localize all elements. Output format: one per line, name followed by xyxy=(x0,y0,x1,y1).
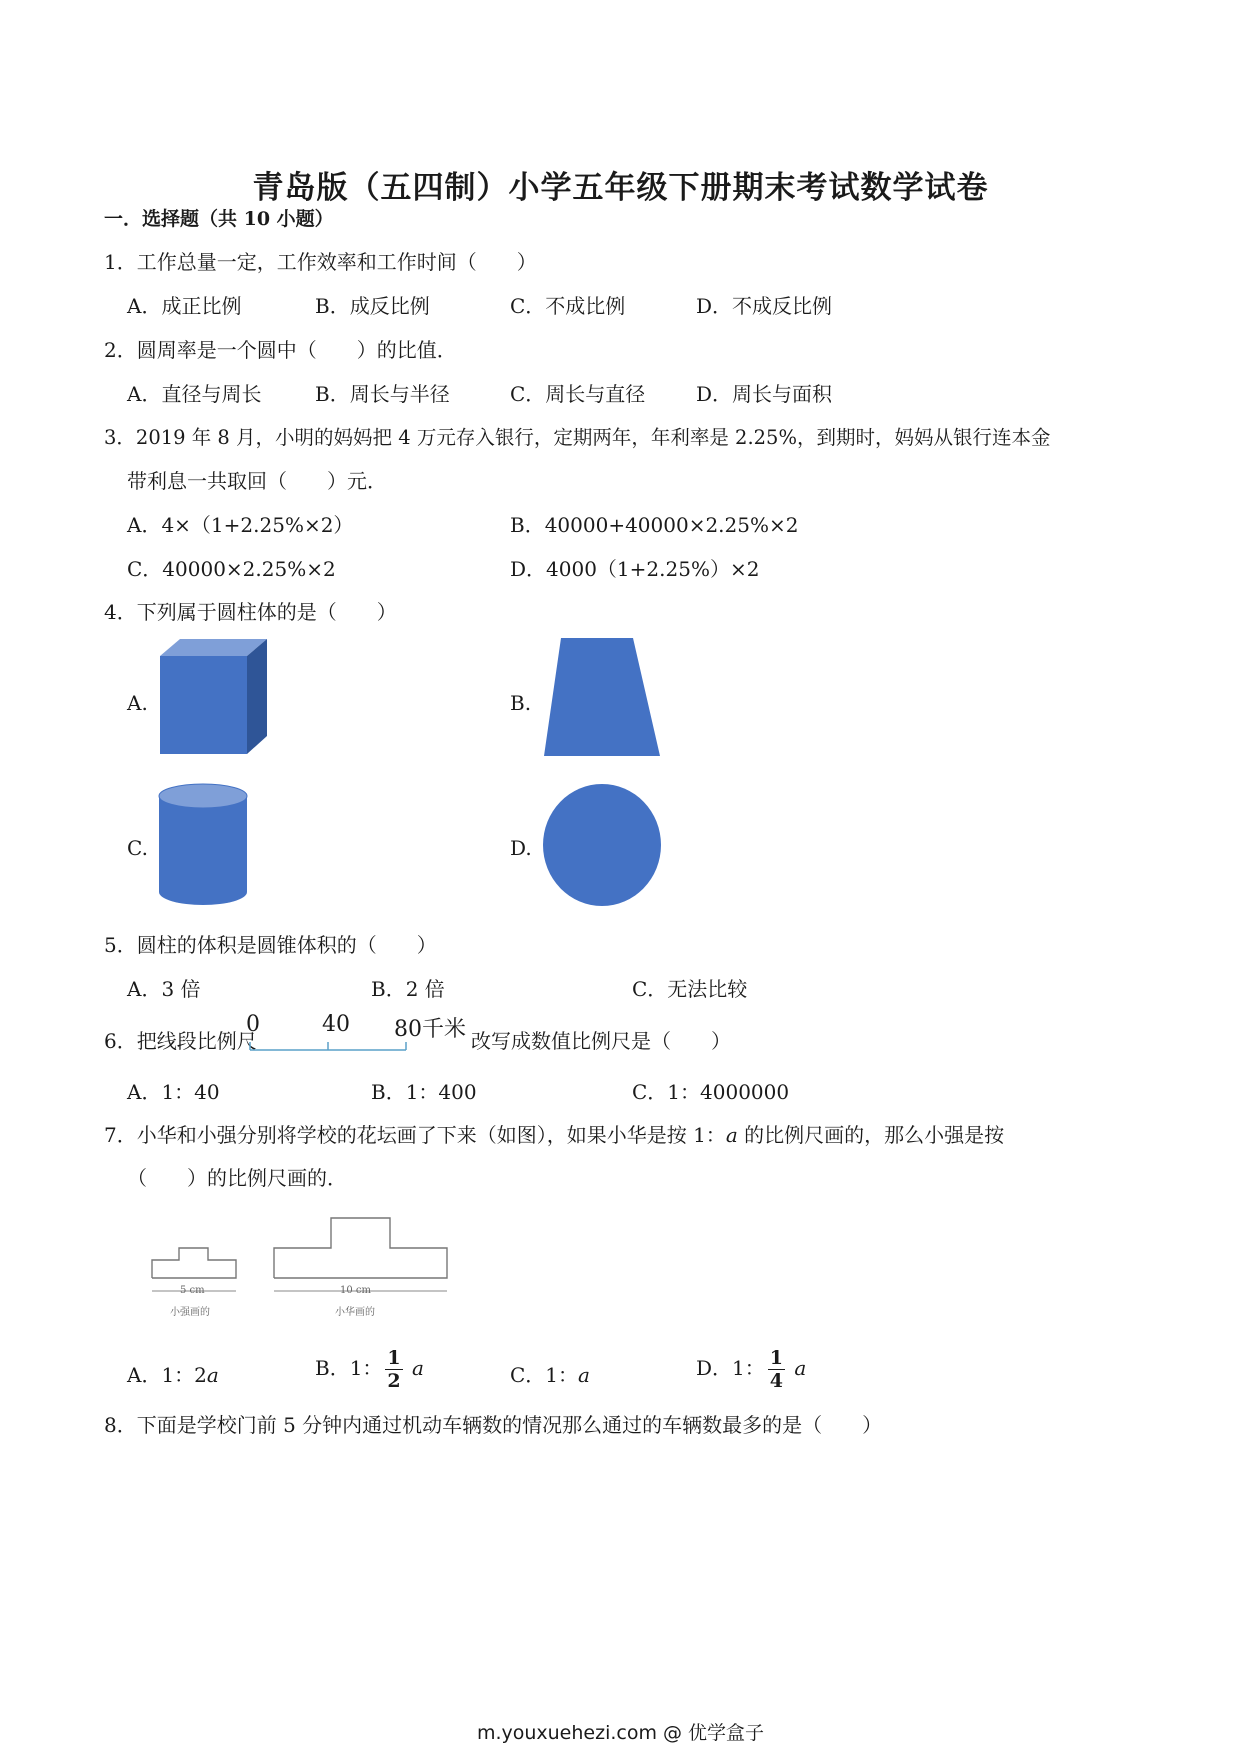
q1-option-a[interactable]: A．成正比例 xyxy=(127,294,242,318)
question-7-line2: （ ）的比例尺画的． xyxy=(127,1166,347,1190)
q1-option-d[interactable]: D．不成反比例 xyxy=(696,294,833,318)
q4-option-c[interactable]: C. xyxy=(127,836,148,860)
right-figure-label: 小华画的 xyxy=(335,1307,375,1318)
q4-option-a[interactable]: A. xyxy=(127,691,148,715)
cylinder-shape xyxy=(155,782,251,908)
cube-shape xyxy=(155,636,275,760)
question-4: 4．下列属于圆柱体的是（ ） xyxy=(104,600,397,624)
scale-bar xyxy=(248,1038,410,1054)
question-7-line1: 7．小华和小强分别将学校的花坛画了下来（如图），如果小华是按 1：a 的比例尺画的，那么小强是按 xyxy=(104,1123,1005,1147)
right-figure-dimension: 10 cm xyxy=(340,1285,371,1296)
q1-option-b[interactable]: B．成反比例 xyxy=(315,294,430,318)
q3-option-d[interactable]: D．4000（1+2.25%）×2 xyxy=(510,557,760,581)
question-1: 1．工作总量一定，工作效率和工作时间（ ） xyxy=(104,250,537,274)
q5-option-b[interactable]: B．2 倍 xyxy=(371,977,445,1001)
question-6-post: 改写成数值比例尺是（ ） xyxy=(471,1029,731,1053)
section-heading: 一．选择题（共 10 小题） xyxy=(104,208,334,230)
q7-option-a[interactable]: A．1：2a xyxy=(127,1363,219,1387)
page-title: 青岛版（五四制）小学五年级下册期末考试数学试卷 xyxy=(252,170,989,206)
footer-watermark: m.youxuehezi.com @ 优学盒子 xyxy=(476,1722,765,1744)
question-3-line1: 3．2019 年 8 月，小明的妈妈把 4 万元存入银行，定期两年，年利率是 2.25%，到期时，妈妈从银行连本金 xyxy=(104,426,1051,449)
q3-option-a[interactable]: A．4×（1+2.25%×2） xyxy=(127,513,354,537)
question-5: 5．圆柱的体积是圆锥体积的（ ） xyxy=(104,933,437,957)
q5-option-c[interactable]: C．无法比较 xyxy=(632,977,748,1001)
q6-option-a[interactable]: A．1：40 xyxy=(127,1080,220,1104)
scale-label-40: 40 xyxy=(322,1012,350,1037)
scale-label-0: 0 xyxy=(246,1012,260,1037)
q2-option-b[interactable]: B．周长与半径 xyxy=(315,382,450,406)
left-figure-dimension: 5 cm xyxy=(180,1285,205,1296)
question-3-line2: 带利息一共取回（ ）元． xyxy=(127,469,387,493)
question-2: 2．圆周率是一个圆中（ ）的比值． xyxy=(104,338,457,362)
left-figure-label: 小强画的 xyxy=(170,1307,210,1318)
q2-option-d[interactable]: D．周长与面积 xyxy=(696,382,833,406)
q4-option-b[interactable]: B. xyxy=(510,691,532,715)
question-6-pre: 6．把线段比例尺 xyxy=(104,1029,257,1053)
q7-option-c[interactable]: C．1：a xyxy=(510,1363,590,1387)
question-8: 8．下面是学校门前 5 分钟内通过机动车辆数的情况那么通过的车辆数最多的是（ ） xyxy=(104,1413,883,1437)
scale-label-80: 80千米 xyxy=(394,1017,466,1042)
q1-option-c[interactable]: C．不成比例 xyxy=(510,294,626,318)
q2-option-c[interactable]: C．周长与直径 xyxy=(510,382,646,406)
q2-option-a[interactable]: A．直径与周长 xyxy=(127,382,262,406)
sphere-shape xyxy=(541,782,663,908)
q4-option-d[interactable]: D. xyxy=(510,836,532,860)
q3-option-b[interactable]: B．40000+40000×2.25%×2 xyxy=(510,513,799,537)
q7-option-d[interactable]: D．1： $\frac{1}{4}$ a xyxy=(696,1347,807,1392)
trapezoid-shape xyxy=(540,636,665,760)
q7-option-b[interactable]: B．1： $\frac{1}{2}$ a xyxy=(315,1347,424,1392)
q6-option-c[interactable]: C．1：4000000 xyxy=(632,1080,790,1104)
q6-option-b[interactable]: B．1：400 xyxy=(371,1080,477,1104)
q5-option-a[interactable]: A．3 倍 xyxy=(127,977,201,1001)
q3-option-c[interactable]: C．40000×2.25%×2 xyxy=(127,557,336,581)
